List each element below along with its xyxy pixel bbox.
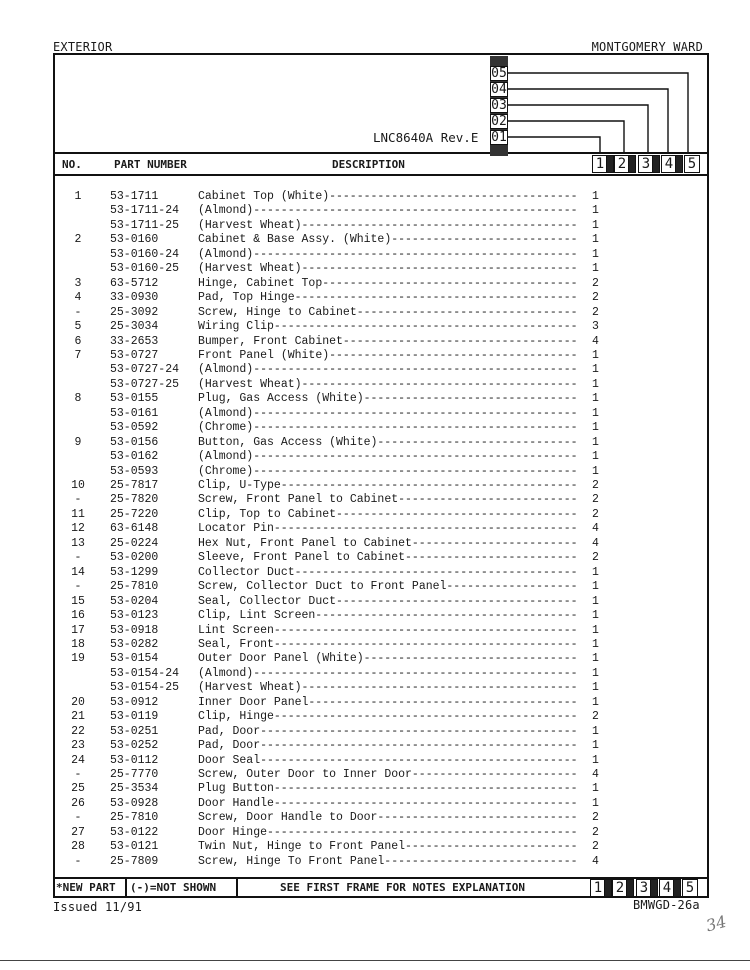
- part-description: Collector Duct: [198, 565, 295, 579]
- item-number: 17: [71, 623, 85, 637]
- part-number: 53-1711-25: [110, 218, 180, 232]
- revision-03: 03: [491, 98, 507, 113]
- item-number: 25: [71, 782, 85, 796]
- part-number: 63-6148: [110, 522, 159, 536]
- frame-number-3: 3: [638, 155, 654, 173]
- leader-dashes: -----------------------------------------------: [253, 421, 578, 435]
- leader-dashes: -------------------------: [405, 840, 578, 854]
- part-number: 33-2653: [110, 334, 159, 348]
- quantity: 1: [592, 580, 599, 594]
- part-description: (Harvest Wheat): [198, 681, 302, 695]
- part-description: Clip, Lint Screen: [198, 609, 316, 623]
- part-number: 53-0593: [110, 464, 159, 478]
- leader-dashes: -----------------------------------------------: [253, 450, 578, 464]
- part-description: Screw, Hinge To Front Panel: [198, 854, 385, 868]
- part-description: Cabinet Top (White): [198, 190, 330, 203]
- quantity: 4: [592, 768, 599, 781]
- quantity: 2: [592, 551, 599, 565]
- leader-dashes: -------------------------------------: [322, 276, 578, 290]
- item-number: 1: [74, 190, 82, 203]
- leader-dashes: --------------------------------------------: [273, 637, 578, 651]
- frame-spacer: [673, 879, 681, 897]
- item-number: 15: [71, 594, 85, 608]
- part-description: Pad, Door: [198, 724, 261, 738]
- part-number: 25-3534: [110, 782, 159, 796]
- part-description: (Harvest Wheat): [198, 377, 302, 391]
- section-title: EXTERIOR: [53, 40, 113, 54]
- part-number: 53-0123: [110, 609, 159, 623]
- footer-frame-number-4: 4: [659, 879, 675, 897]
- footer-frame-number-2: 2: [612, 879, 628, 897]
- part-number: 53-0200: [110, 551, 159, 565]
- quantity: 2: [592, 840, 599, 854]
- part-number: 53-0154: [110, 652, 159, 666]
- leader-dashes: ------------------------------------: [329, 348, 578, 362]
- quantity: 4: [592, 522, 599, 536]
- frame-spacer: [675, 155, 683, 173]
- leader-dashes: ----------------------------------------------: [260, 753, 578, 767]
- item-number: 28: [71, 840, 85, 854]
- part-number: 25-7809: [110, 854, 159, 868]
- revision-02: 02: [491, 114, 507, 129]
- part-number: 53-0727-24: [110, 363, 180, 377]
- part-description: (Chrome): [198, 464, 254, 478]
- item-number: 24: [71, 753, 85, 767]
- item-number: 27: [71, 825, 85, 839]
- page-bottom-rule: [0, 960, 750, 961]
- frame-spacer: [626, 879, 634, 897]
- quantity: 1: [592, 377, 599, 391]
- item-number: 13: [71, 536, 85, 550]
- quantity: 1: [592, 218, 599, 232]
- quantity: 1: [592, 204, 599, 218]
- part-number: 25-7220: [110, 507, 159, 521]
- part-description: Screw, Hinge to Cabinet: [198, 305, 357, 319]
- quantity: 1: [592, 247, 599, 261]
- quantity: 2: [592, 710, 599, 724]
- part-description: Bumper, Front Cabinet: [198, 334, 343, 348]
- part-number: 53-0928: [110, 796, 159, 810]
- quantity: 2: [592, 825, 599, 839]
- part-description: Seal, Collector Duct: [198, 594, 337, 608]
- frame-number-4: 4: [661, 155, 677, 173]
- part-description: Pad, Door: [198, 739, 261, 753]
- item-number: -: [74, 768, 82, 781]
- leader-dashes: --------------------------------------------: [273, 782, 578, 796]
- quantity: 2: [592, 493, 599, 507]
- quantity: 2: [592, 305, 599, 319]
- part-number: 25-7820: [110, 493, 159, 507]
- part-description: Sleeve, Front Panel to Cabinet: [198, 551, 406, 565]
- quantity: 1: [592, 450, 599, 464]
- item-number: 4: [74, 291, 82, 305]
- leader-dashes: -----------------------------------------------: [253, 666, 578, 680]
- part-description: (Harvest Wheat): [198, 262, 302, 276]
- leader-dashes: -----------------------------------------------: [253, 363, 578, 377]
- footer-separator: [236, 879, 238, 898]
- part-number: 25-3034: [110, 320, 159, 334]
- frame-spacer: [652, 155, 660, 173]
- part-description: (Almond): [198, 406, 254, 420]
- brand-name: MONTGOMERY WARD: [591, 40, 703, 54]
- part-description: Wiring Clip: [198, 320, 274, 334]
- part-description: (Almond): [198, 666, 254, 680]
- part-description: Door Hinge: [198, 825, 268, 839]
- item-number: -: [74, 551, 82, 565]
- quantity: 1: [592, 782, 599, 796]
- part-number: 53-0162: [110, 450, 159, 464]
- part-description: Pad, Top Hinge: [198, 291, 295, 305]
- part-description: Door Seal: [198, 753, 261, 767]
- item-number: 14: [71, 565, 85, 579]
- quantity: 1: [592, 623, 599, 637]
- item-number: 18: [71, 637, 85, 651]
- frame-spacer: [606, 155, 614, 173]
- part-number: 53-0112: [110, 753, 159, 767]
- part-number: 53-0154-24: [110, 666, 180, 680]
- quantity: 1: [592, 594, 599, 608]
- item-number: 22: [71, 724, 85, 738]
- part-description: Plug, Gas Access (White): [198, 392, 364, 406]
- item-number: 6: [74, 334, 82, 348]
- leader-dashes: --------------------------------: [356, 305, 578, 319]
- part-number: 53-0282: [110, 637, 159, 651]
- quantity: 4: [592, 536, 599, 550]
- item-number: -: [74, 854, 82, 868]
- part-number: 53-0160-25: [110, 262, 180, 276]
- leader-dashes: ----------------------------------------------: [260, 739, 578, 753]
- part-description: Plug Button: [198, 782, 274, 796]
- part-description: (Almond): [198, 247, 254, 261]
- leader-dashes: -----------------------------------------------: [253, 204, 578, 218]
- part-description: Clip, Hinge: [198, 710, 274, 724]
- footer-separator: [125, 879, 127, 898]
- quantity: 1: [592, 739, 599, 753]
- item-number: 10: [71, 479, 85, 492]
- footer-not-shown: (-)=NOT SHOWN: [130, 881, 217, 894]
- leader-dashes: --------------------------------------------: [273, 522, 578, 536]
- part-number: 53-0918: [110, 623, 159, 637]
- item-number: 7: [74, 348, 82, 362]
- item-number: 9: [74, 435, 82, 449]
- part-description: (Chrome): [198, 421, 254, 435]
- leader-dashes: ---------------------------: [391, 233, 578, 247]
- part-description: Lint Screen: [198, 623, 274, 637]
- item-number: -: [74, 580, 82, 594]
- quantity: 2: [592, 811, 599, 825]
- quantity: 1: [592, 609, 599, 623]
- item-number: -: [74, 811, 82, 825]
- part-number: 53-1711: [110, 190, 159, 203]
- handwritten-page-number: 34: [703, 911, 729, 936]
- leader-dashes: -------------------------: [405, 551, 578, 565]
- quantity: 2: [592, 479, 599, 492]
- leader-dashes: -----------------------------------------: [294, 291, 578, 305]
- part-number: 53-0154-25: [110, 681, 180, 695]
- quantity: 1: [592, 724, 599, 738]
- part-description: Front Panel (White): [198, 348, 330, 362]
- col-no-header: NO.: [62, 158, 82, 171]
- part-description: (Almond): [198, 363, 254, 377]
- part-number: 53-0252: [110, 739, 159, 753]
- part-description: Clip, U-Type: [198, 479, 281, 492]
- leader-dashes: ----------------------------------: [342, 334, 578, 348]
- leader-dashes: -----------------------------------------------: [253, 464, 578, 478]
- quantity: 1: [592, 435, 599, 449]
- part-number: 53-0160-24: [110, 247, 180, 261]
- quantity: 4: [592, 334, 599, 348]
- document-code: BMWGD-26a: [633, 898, 700, 912]
- quantity: 1: [592, 406, 599, 420]
- quantity: 3: [592, 320, 599, 334]
- item-number: 11: [71, 507, 85, 521]
- leader-dashes: -----------------------------------: [336, 507, 578, 521]
- part-description: Door Handle: [198, 796, 274, 810]
- footer-frame-number-3: 3: [636, 879, 652, 897]
- item-number: 8: [74, 392, 82, 406]
- item-number: 23: [71, 739, 85, 753]
- quantity: 1: [592, 753, 599, 767]
- leader-dashes: -----------------------------: [377, 811, 578, 825]
- item-number: 5: [74, 320, 82, 334]
- quantity: 2: [592, 507, 599, 521]
- part-number: 25-7770: [110, 768, 159, 781]
- part-description: Inner Door Panel: [198, 695, 309, 709]
- part-description: Button, Gas Access (White): [198, 435, 378, 449]
- leader-dashes: -----------------------------------: [336, 594, 578, 608]
- part-number: 33-0930: [110, 291, 159, 305]
- quantity: 2: [592, 276, 599, 290]
- quantity: 1: [592, 262, 599, 276]
- part-number: 53-0121: [110, 840, 159, 854]
- leader-dashes: --------------------------------------------: [273, 796, 578, 810]
- item-number: -: [74, 493, 82, 507]
- part-description: Screw, Outer Door to Inner Door: [198, 768, 412, 781]
- leader-dashes: -----------------------------------------------: [253, 247, 578, 261]
- part-number: 25-0224: [110, 536, 159, 550]
- quantity: 1: [592, 652, 599, 666]
- part-number: 53-1299: [110, 565, 159, 579]
- quantity: 1: [592, 190, 599, 203]
- quantity: 1: [592, 363, 599, 377]
- part-number: 25-7817: [110, 479, 159, 492]
- part-description: Hinge, Cabinet Top: [198, 276, 323, 290]
- part-number: 53-0156: [110, 435, 159, 449]
- quantity: 1: [592, 695, 599, 709]
- part-description: (Almond): [198, 450, 254, 464]
- quantity: 1: [592, 348, 599, 362]
- quantity: 1: [592, 421, 599, 435]
- footer-frame-number-5: 5: [682, 879, 698, 897]
- part-number: 53-0727: [110, 348, 159, 362]
- frame-spacer: [604, 879, 612, 897]
- part-description: Screw, Collector Duct to Front Panel: [198, 580, 447, 594]
- part-number: 53-0251: [110, 724, 159, 738]
- leader-dashes: ----------------------------------------: [301, 681, 578, 695]
- part-number: 63-5712: [110, 276, 159, 290]
- part-description: Screw, Front Panel to Cabinet: [198, 493, 399, 507]
- part-number: 25-7810: [110, 580, 159, 594]
- frame-number-1: 1: [592, 155, 608, 173]
- quantity: 1: [592, 233, 599, 247]
- leader-dashes: ---------------------------------------: [308, 695, 578, 709]
- part-description: Twin Nut, Hinge to Front Panel: [198, 840, 406, 854]
- quantity: 1: [592, 565, 599, 579]
- footer-new-part: *NEW PART: [56, 881, 116, 894]
- part-number: 53-0160: [110, 233, 159, 247]
- leader-dashes: --------------------------: [398, 493, 578, 507]
- part-number: 53-0119: [110, 710, 159, 724]
- model-revision: LNC8640A Rev.E: [373, 130, 479, 145]
- item-number: -: [74, 305, 82, 319]
- item-number: 20: [71, 695, 85, 709]
- part-description: Screw, Door Handle to Door: [198, 811, 378, 825]
- issued-date: Issued 11/91: [53, 900, 143, 914]
- item-number: 21: [71, 710, 85, 724]
- quantity: 1: [592, 637, 599, 651]
- leader-dashes: ------------------------: [411, 768, 578, 781]
- part-number: 25-7810: [110, 811, 159, 825]
- part-number: 53-0204: [110, 594, 159, 608]
- item-number: 2: [74, 233, 82, 247]
- leader-dashes: -----------------------------: [377, 435, 578, 449]
- part-number: 53-0912: [110, 695, 159, 709]
- part-number: 25-3092: [110, 305, 159, 319]
- quantity: 1: [592, 464, 599, 478]
- part-number: 53-0592: [110, 421, 159, 435]
- revision-05: 05: [491, 66, 507, 81]
- leader-dashes: --------------------------------------: [315, 609, 578, 623]
- part-number: 53-0155: [110, 392, 159, 406]
- leader-dashes: ----------------------------------------: [301, 262, 578, 276]
- part-description: Cabinet & Base Assy. (White): [198, 233, 392, 247]
- leader-dashes: -------------------------------------------: [280, 479, 578, 492]
- part-description: (Almond): [198, 204, 254, 218]
- part-number: 53-0727-25: [110, 377, 180, 391]
- leader-dashes: ---------------------------------------------: [267, 825, 578, 839]
- frame-number-2: 2: [614, 155, 630, 173]
- quantity: 1: [592, 392, 599, 406]
- leader-dashes: -----------------------------------------------: [253, 406, 578, 420]
- quantity: 2: [592, 291, 599, 305]
- part-description: (Harvest Wheat): [198, 218, 302, 232]
- part-number: 53-1711-24: [110, 204, 180, 218]
- leader-dashes: --------------------------------------------: [273, 710, 578, 724]
- leader-dashes: ----------------------------------------------: [260, 724, 578, 738]
- item-number: 26: [71, 796, 85, 810]
- leader-dashes: -------------------: [446, 580, 578, 594]
- footer-notes: SEE FIRST FRAME FOR NOTES EXPLANATION: [280, 881, 526, 894]
- col-desc-header: DESCRIPTION: [332, 158, 405, 171]
- quantity: 4: [592, 854, 599, 868]
- leader-dashes: ----------------------------: [384, 854, 578, 868]
- leader-dashes: ------------------------: [411, 536, 578, 550]
- item-number: 12: [71, 522, 85, 536]
- part-number: 53-0161: [110, 406, 159, 420]
- frame-spacer: [650, 879, 658, 897]
- part-description: Clip, Top to Cabinet: [198, 507, 337, 521]
- frame-spacer: [628, 155, 636, 173]
- part-description: Outer Door Panel (White): [198, 652, 364, 666]
- leader-dashes: -----------------------------------------: [294, 565, 578, 579]
- leader-dashes: --------------------------------------------: [273, 623, 578, 637]
- frame-number-5: 5: [684, 155, 700, 173]
- quantity: 1: [592, 796, 599, 810]
- leader-dashes: -------------------------------: [363, 392, 578, 406]
- part-number: 53-0122: [110, 825, 159, 839]
- part-description: Locator Pin: [198, 522, 274, 536]
- leader-dashes: --------------------------------------------: [273, 320, 578, 334]
- leader-dashes: -------------------------------: [363, 652, 578, 666]
- footer-frame-number-1: 1: [590, 879, 606, 897]
- col-part-header: PART NUMBER: [114, 158, 187, 171]
- leader-dashes: ------------------------------------: [329, 190, 578, 203]
- item-number: 3: [74, 276, 82, 290]
- revision-04: 04: [491, 82, 507, 97]
- part-description: Seal, Front: [198, 637, 274, 651]
- quantity: 1: [592, 681, 599, 695]
- quantity: 1: [592, 666, 599, 680]
- leader-dashes: ----------------------------------------: [301, 218, 578, 232]
- revision-01: 01: [491, 130, 507, 145]
- part-description: Hex Nut, Front Panel to Cabinet: [198, 536, 412, 550]
- item-number: 16: [71, 609, 85, 623]
- item-number: 19: [71, 652, 85, 666]
- leader-dashes: ----------------------------------------: [301, 377, 578, 391]
